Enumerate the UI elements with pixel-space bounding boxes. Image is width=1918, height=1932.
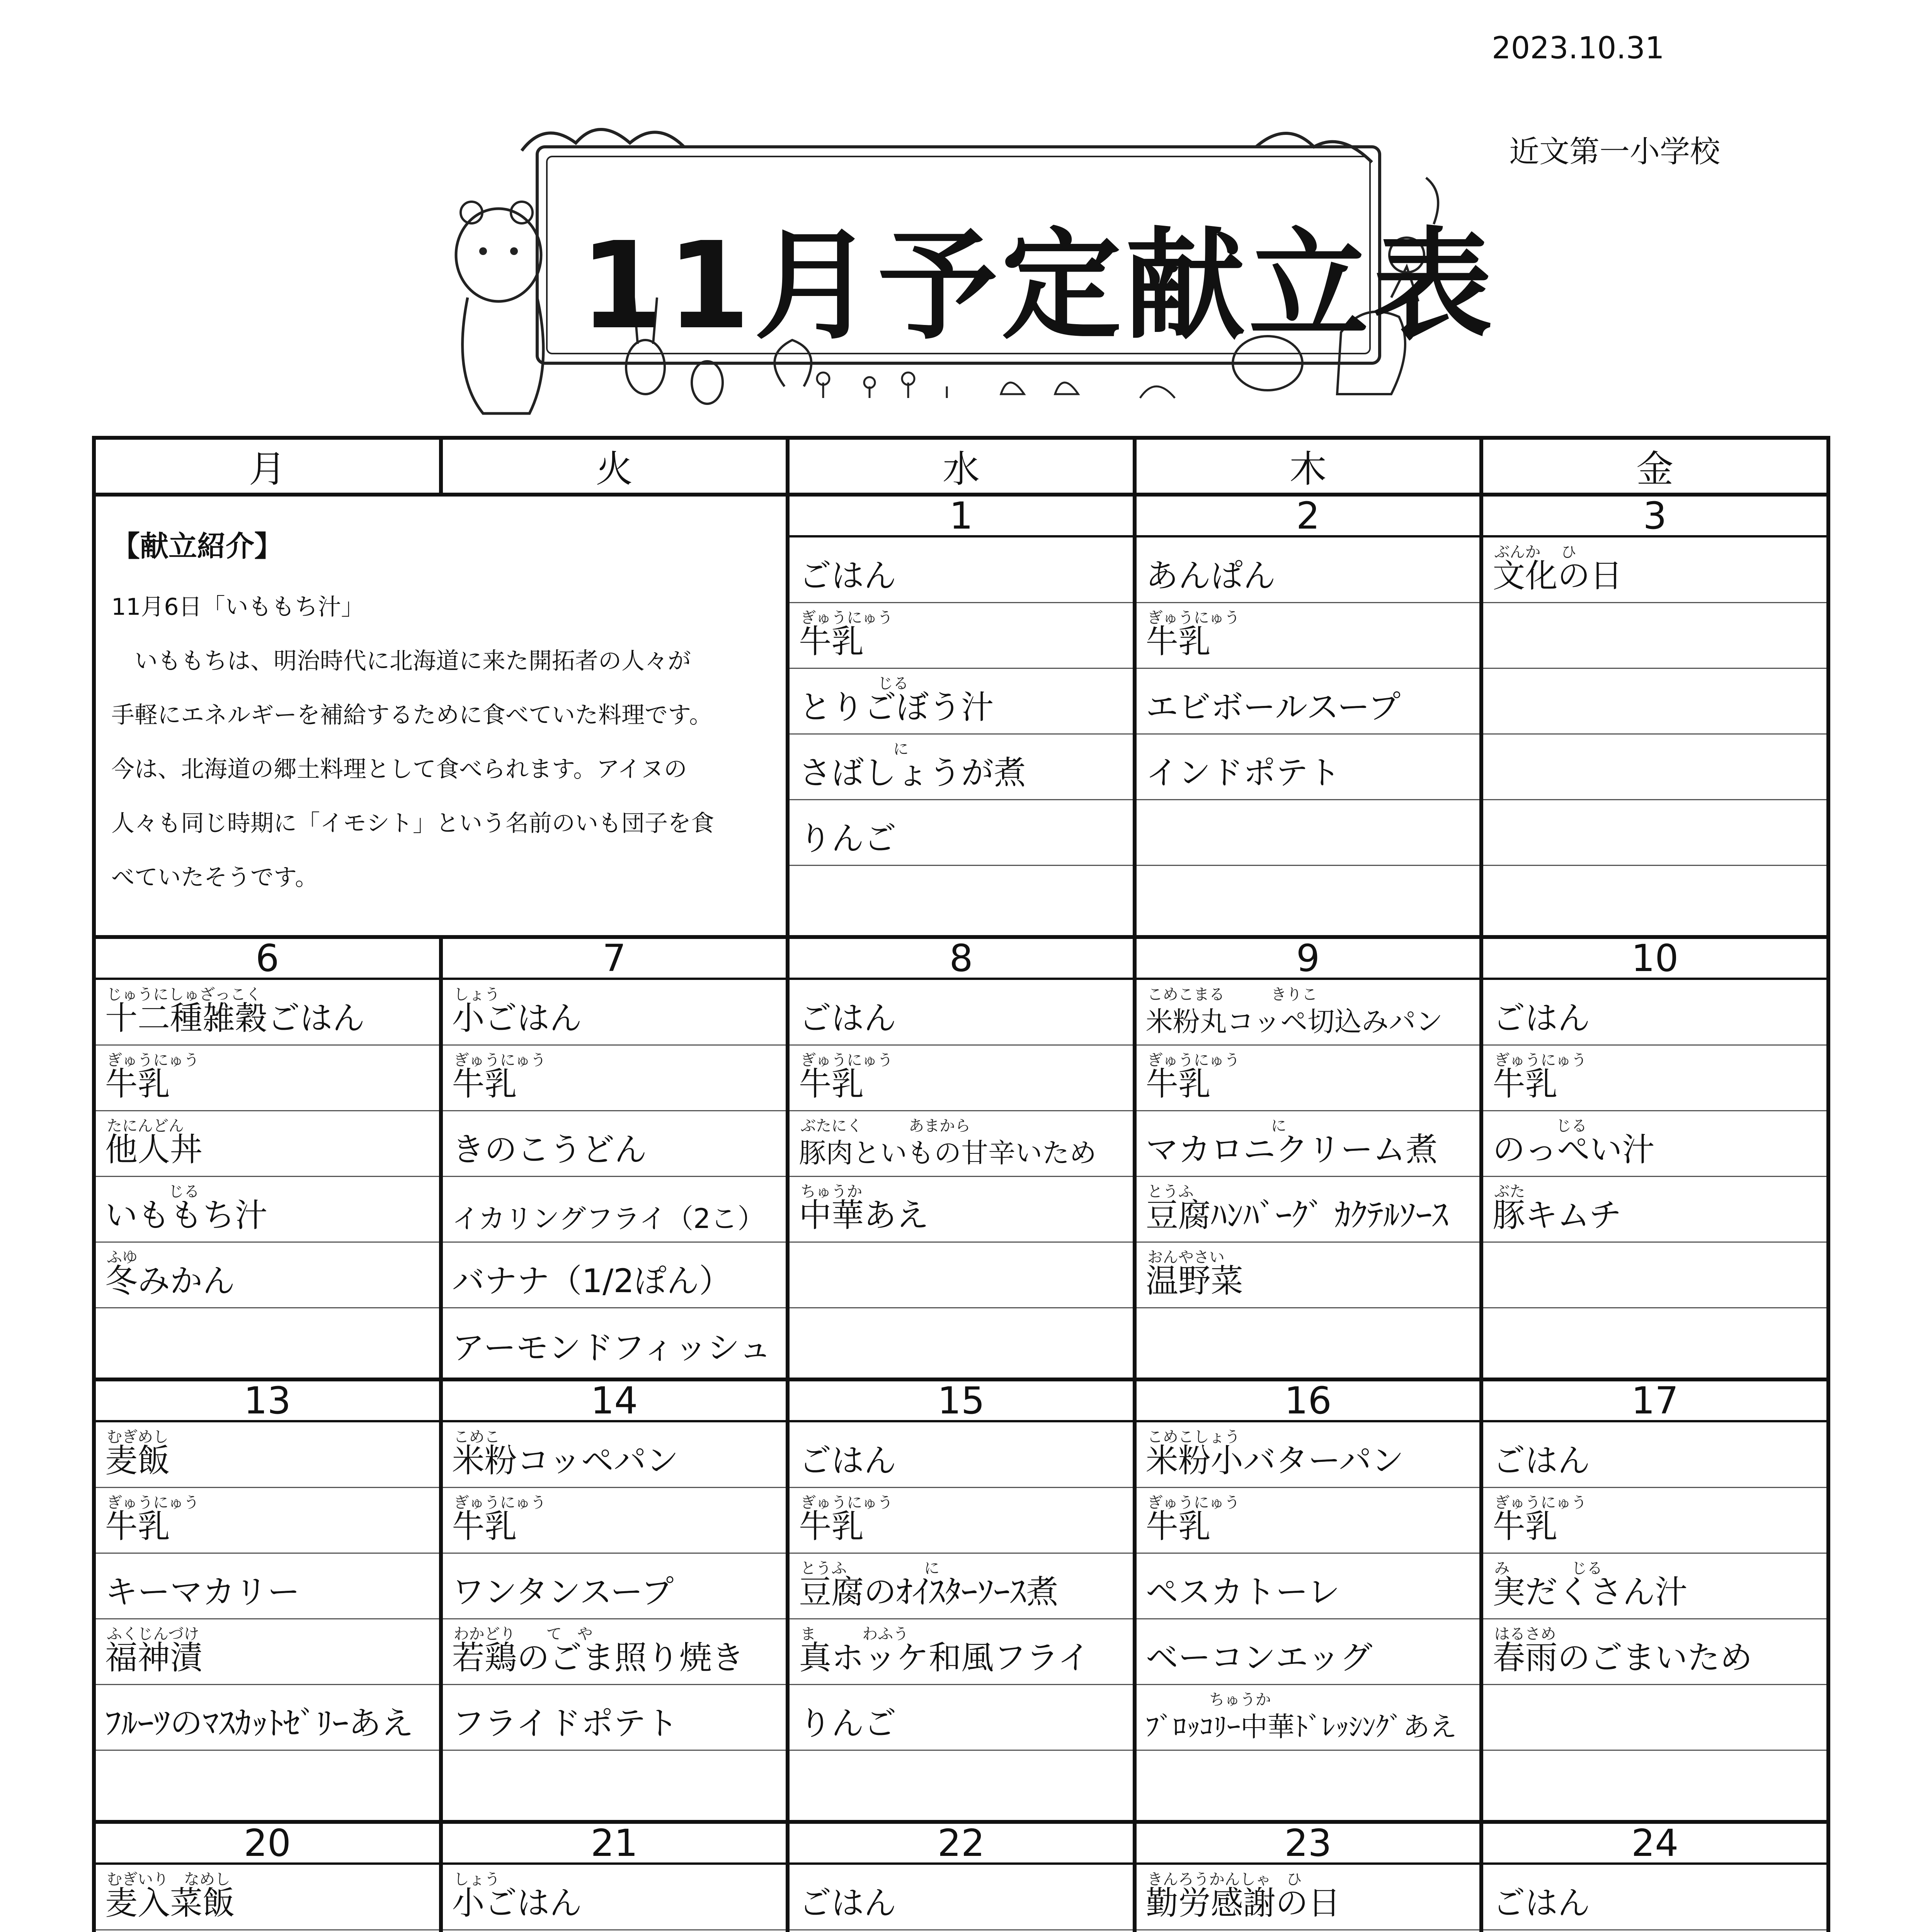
menu-item-text: きのこうどん	[452, 1131, 647, 1168]
furigana: むぎめし	[107, 1428, 168, 1446]
day-number: 22	[790, 1824, 1133, 1865]
menu-item	[1483, 980, 1826, 1046]
menu-item	[790, 1619, 1133, 1685]
furigana: ぎゅうにゅう	[1494, 1051, 1587, 1069]
menu-item-text: イカリングフライ（2こ）	[452, 1203, 765, 1235]
menu-item-text: ごはん	[799, 1884, 897, 1922]
menu-item	[1483, 1422, 1826, 1488]
furigana: に	[1147, 1117, 1287, 1135]
menu-item-text: 十二種雑穀ごはん	[105, 999, 365, 1037]
day-cell	[94, 1379, 441, 1822]
furigana: ぎゅうにゅう	[800, 1494, 893, 1512]
menu-item	[790, 980, 1133, 1046]
day-cell	[1481, 1822, 1828, 1932]
menu-item	[1137, 1930, 1480, 1932]
menu-item	[790, 1554, 1133, 1619]
menu-item	[790, 1685, 1133, 1751]
menu-item-text: ﾌﾙｰﾂのﾏｽｶｯﾄｾﾞﾘｰあえ	[105, 1704, 414, 1742]
menu-item-text: 牛乳	[452, 1065, 517, 1103]
day-cell	[1135, 1379, 1482, 1822]
day-cell	[94, 1822, 441, 1932]
menu-item	[790, 1243, 1133, 1308]
day-content	[443, 939, 786, 1378]
menu-item-text: ごはん	[799, 999, 897, 1037]
menu-item	[790, 735, 1133, 800]
menu-item-text: 実だくさん汁	[1493, 1573, 1688, 1611]
furigana: とうふ に	[800, 1560, 940, 1577]
menu-item-text: 冬みかん	[105, 1262, 235, 1300]
menu-item-text: 牛乳	[1145, 1507, 1211, 1545]
menu-item	[443, 1685, 786, 1751]
menu-item-text: エビボールスープ	[1145, 688, 1401, 726]
menu-item-text: 牛乳	[1145, 1065, 1211, 1103]
menu-item-text: バナナ（1/2ぽん）	[452, 1262, 732, 1300]
menu-item	[96, 1177, 439, 1243]
menu-calendar-table	[92, 436, 1830, 1932]
menu-item	[1137, 800, 1480, 866]
menu-item	[790, 1177, 1133, 1243]
menu-item-text: ごはん	[799, 1442, 897, 1480]
furigana: ぎゅうにゅう	[453, 1051, 546, 1069]
menu-item-text: キーマカリー	[105, 1573, 300, 1611]
menu-item-text: りんご	[799, 820, 897, 857]
menu-item-text: ペスカトーレ	[1145, 1573, 1340, 1611]
menu-item	[1483, 1619, 1826, 1685]
furigana: おんやさい	[1147, 1248, 1225, 1266]
day-content	[1137, 1821, 1480, 1932]
day-number: 10	[1483, 939, 1826, 980]
day-number: 16	[1137, 1381, 1480, 1422]
weekday-wed: 水	[788, 438, 1135, 495]
menu-item-text: 温野菜	[1145, 1262, 1243, 1300]
menu-item	[1483, 537, 1826, 603]
menu-item	[443, 1177, 786, 1243]
day-content	[443, 1821, 786, 1932]
furigana: じる	[1494, 1117, 1587, 1135]
weekday-header-row	[94, 438, 1828, 495]
menu-body	[94, 495, 1828, 1932]
day-cell	[94, 937, 441, 1379]
menu-item-text: のっぺい汁	[1493, 1131, 1655, 1168]
day-content	[790, 494, 1133, 935]
day-number: 14	[443, 1381, 786, 1422]
day-number: 9	[1137, 939, 1480, 980]
menu-item-text: 牛乳	[1493, 1507, 1558, 1545]
day-cell	[441, 1822, 788, 1932]
menu-item	[443, 1751, 786, 1816]
day-content	[790, 1821, 1133, 1932]
menu-item	[1137, 1308, 1480, 1374]
menu-item-text: 牛乳	[105, 1507, 170, 1545]
menu-item	[96, 1685, 439, 1751]
menu-item-text: ごはん	[1493, 1442, 1590, 1480]
day-content	[1137, 494, 1480, 935]
menu-item-text: ごはん	[1493, 1884, 1590, 1922]
day-number: 6	[96, 939, 439, 980]
issue-date: 2023.10.31	[1492, 31, 1664, 66]
menu-item	[790, 603, 1133, 669]
furigana: じる	[107, 1183, 199, 1201]
furigana: こめこ	[453, 1428, 500, 1446]
menu-item	[443, 1930, 786, 1932]
day-content	[96, 1821, 439, 1932]
menu-item	[96, 1488, 439, 1554]
day-cell	[788, 1379, 1135, 1822]
menu-item	[1137, 603, 1480, 669]
menu-item-text: 中華あえ	[799, 1196, 929, 1234]
furigana: はるさめ	[1494, 1625, 1556, 1643]
menu-item	[96, 1111, 439, 1177]
menu-item-text: 麦飯	[105, 1442, 170, 1480]
menu-item-text: ごはん	[1493, 999, 1590, 1037]
menu-item	[1483, 1865, 1826, 1930]
menu-item-text: ワンタンスープ	[452, 1573, 674, 1611]
furigana: ぎゅうにゅう	[107, 1494, 199, 1512]
week-row	[94, 937, 1828, 1379]
furigana: ぎゅうにゅう	[800, 609, 893, 627]
menu-item	[1483, 1488, 1826, 1554]
menu-item	[96, 980, 439, 1046]
menu-item	[790, 1930, 1133, 1932]
menu-item-text: インドポテト	[1145, 754, 1341, 792]
menu-item-text: 豆腐ﾊﾝﾊﾞｰｸﾞ ｶｸﾃﾙｿｰｽ	[1145, 1196, 1448, 1234]
day-content	[96, 939, 439, 1378]
day-number: 15	[790, 1381, 1133, 1422]
furigana: ぶた	[1494, 1183, 1525, 1201]
furigana: ぶんか ひ	[1494, 543, 1577, 561]
day-cell	[1481, 937, 1828, 1379]
menu-item-text: 牛乳	[799, 622, 864, 660]
menu-item	[1137, 735, 1480, 800]
menu-item	[443, 1554, 786, 1619]
menu-item	[1483, 1308, 1826, 1374]
menu-item-text: 勤労感謝の日	[1145, 1884, 1341, 1922]
day-content	[1483, 939, 1826, 1378]
menu-item	[790, 1865, 1133, 1930]
intro-line: 人々も同じ時期に「イモシト」という名前のいも団子を食	[111, 810, 714, 837]
furigana: ま わふう	[800, 1625, 909, 1643]
menu-item-text: 真ホッケ和風フライ	[799, 1639, 1090, 1677]
day-cell	[1135, 495, 1482, 937]
furigana: じる	[800, 675, 909, 692]
menu-item	[443, 1865, 786, 1930]
menu-item	[96, 1422, 439, 1488]
menu-item-text: アーモンドフィッシュ	[452, 1329, 772, 1367]
day-number: 17	[1483, 1381, 1826, 1422]
day-number: 23	[1137, 1824, 1480, 1865]
day-content	[96, 1381, 439, 1820]
menu-item	[443, 1619, 786, 1685]
menu-item	[790, 1488, 1133, 1554]
menu-item	[96, 1046, 439, 1111]
menu-item	[443, 1243, 786, 1308]
menu-item-text: マカロニクリーム煮	[1145, 1131, 1438, 1168]
day-cell	[441, 1379, 788, 1822]
menu-item-text: いももち汁	[105, 1196, 268, 1234]
menu-item	[1137, 1865, 1480, 1930]
menu-item-text: 牛乳	[799, 1507, 864, 1545]
menu-item	[1137, 1111, 1480, 1177]
menu-item	[1483, 1046, 1826, 1111]
menu-item-text: 豚肉といもの甘辛いため	[799, 1137, 1097, 1169]
menu-item-text: ベーコンエッグ	[1145, 1639, 1373, 1677]
day-cell	[1481, 1379, 1828, 1822]
furigana: ちゅうか	[1147, 1691, 1271, 1709]
menu-item	[1137, 1422, 1480, 1488]
menu-item-text: 豆腐のｵｲｽﾀｰｿｰｽ煮	[799, 1573, 1059, 1611]
menu-item	[1483, 800, 1826, 866]
menu-item	[1137, 1046, 1480, 1111]
menu-item	[96, 1751, 439, 1816]
day-content	[790, 939, 1133, 1378]
menu-item	[443, 980, 786, 1046]
day-number: 8	[790, 939, 1133, 980]
menu-item	[96, 1308, 439, 1374]
menu-item	[1483, 1111, 1826, 1177]
menu-item-text: 春雨のごまいため	[1493, 1639, 1753, 1677]
day-number: 1	[790, 497, 1133, 537]
day-cell	[1481, 495, 1828, 937]
day-cell	[788, 495, 1135, 937]
day-number: 13	[96, 1381, 439, 1422]
week-row	[94, 1822, 1828, 1932]
day-number: 7	[443, 939, 786, 980]
menu-item-text: 牛乳	[1493, 1065, 1558, 1103]
menu-item	[1483, 1243, 1826, 1308]
menu-item	[443, 1308, 786, 1374]
school-name: 近文第一小学校	[1509, 134, 1721, 169]
menu-item-text: とりごぼう汁	[799, 688, 994, 726]
menu-item	[1137, 1177, 1480, 1243]
menu-item-text: 麦入菜飯	[105, 1884, 235, 1922]
day-content	[1483, 1821, 1826, 1932]
menu-item-text: 小ごはん	[452, 1884, 582, 1922]
day-number: 21	[443, 1824, 786, 1865]
furigana: たにんどん	[107, 1117, 184, 1135]
furigana: ぎゅうにゅう	[1147, 609, 1240, 627]
furigana: ぎゅうにゅう	[1147, 1051, 1240, 1069]
menu-item	[1483, 1177, 1826, 1243]
day-cell	[1135, 937, 1482, 1379]
day-cell	[441, 937, 788, 1379]
menu-item	[1483, 669, 1826, 735]
menu-item-text: りんご	[799, 1704, 897, 1742]
menu-item	[443, 1422, 786, 1488]
week-row	[94, 1379, 1828, 1822]
menu-item-text: 若鶏のごま照り焼き	[452, 1639, 744, 1677]
menu-item	[790, 1751, 1133, 1816]
menu-item-text: さばしょうが煮	[799, 754, 1026, 792]
menu-item	[1137, 1488, 1480, 1554]
page-title: 11月予定献立表	[580, 216, 1496, 356]
menu-item	[1483, 735, 1826, 800]
menu-item	[1483, 1930, 1826, 1932]
menu-item-text: 牛乳	[799, 1065, 864, 1103]
menu-item	[790, 537, 1133, 603]
intro-line: 今は、北海道の郷土料理として食べられます。アイヌの	[111, 756, 687, 783]
menu-item-text: 文化の日	[1493, 557, 1623, 595]
menu-item-text: 米粉コッペパン	[452, 1442, 679, 1480]
furigana: ぎゅうにゅう	[1494, 1494, 1587, 1512]
intro-line: 手軽にエネルギーを補給するために食べていた料理です。	[111, 702, 713, 729]
menu-item	[790, 1308, 1133, 1374]
day-cell	[788, 937, 1135, 1379]
menu-item	[1483, 1554, 1826, 1619]
menu-item	[1483, 1751, 1826, 1816]
menu-item	[96, 1619, 439, 1685]
furigana: ちゅうか	[800, 1183, 863, 1201]
menu-item	[96, 1243, 439, 1308]
menu-item	[790, 866, 1133, 932]
day-content	[443, 1381, 786, 1820]
menu-item-text: ごはん	[799, 557, 897, 595]
menu-item	[1137, 866, 1480, 932]
furigana: ぶたにく あまから	[800, 1117, 971, 1135]
menu-item-text: 牛乳	[105, 1065, 170, 1103]
furigana: ぎゅうにゅう	[453, 1494, 546, 1512]
furigana: ぎゅうにゅう	[107, 1051, 199, 1069]
furigana: ふくじんづけ	[107, 1625, 199, 1643]
menu-item-text: 牛乳	[452, 1507, 517, 1545]
menu-item-text: 小ごはん	[452, 999, 582, 1037]
menu-item	[443, 1488, 786, 1554]
menu-item	[1137, 1685, 1480, 1751]
furigana: じゅうにしゅざっこく	[107, 986, 261, 1003]
weekday-thu: 木	[1135, 438, 1482, 495]
intro-line: 11月6日「いももち汁」	[111, 594, 364, 621]
day-number: 3	[1483, 497, 1826, 537]
furigana: こめこしょう	[1147, 1428, 1240, 1446]
intro-line: いももちは、明治時代に北海道に来た開拓者の人々が	[111, 648, 691, 675]
menu-item	[96, 1554, 439, 1619]
day-content	[1137, 939, 1480, 1378]
day-content	[1483, 494, 1826, 935]
day-number: 2	[1137, 497, 1480, 537]
menu-item	[96, 1865, 439, 1930]
menu-item	[1137, 1619, 1480, 1685]
weekday-tue: 火	[441, 438, 788, 495]
week-row	[94, 495, 1828, 937]
menu-item	[790, 669, 1133, 735]
furigana: しょう	[453, 1871, 500, 1888]
menu-item	[1137, 980, 1480, 1046]
menu-item	[443, 1111, 786, 1177]
day-number: 24	[1483, 1824, 1826, 1865]
menu-item	[443, 1046, 786, 1111]
day-content	[1483, 1381, 1826, 1820]
menu-item-text: フライドポテト	[452, 1704, 679, 1742]
menu-item	[1137, 1751, 1480, 1816]
furigana: きんろうかんしゃ ひ	[1147, 1871, 1302, 1888]
menu-item-text: 豚キムチ	[1493, 1196, 1622, 1234]
weekday-mon: 月	[94, 438, 441, 495]
menu-item-text: 米粉小バターパン	[1145, 1442, 1404, 1480]
furigana: ふゆ	[107, 1248, 138, 1266]
furigana: こめこまる きりこ	[1147, 986, 1317, 1003]
day-cell	[1135, 1822, 1482, 1932]
furigana: とうふ	[1147, 1183, 1194, 1201]
menu-item-text: 牛乳	[1145, 622, 1211, 660]
menu-item	[1137, 1243, 1480, 1308]
furigana: しょう	[453, 986, 500, 1003]
day-content	[790, 1381, 1133, 1820]
day-number: 20	[96, 1824, 439, 1865]
furigana: ぎゅうにゅう	[800, 1051, 893, 1069]
furigana: み じる	[1494, 1560, 1603, 1577]
menu-item	[790, 800, 1133, 866]
menu-item	[1137, 669, 1480, 735]
weekday-fri: 金	[1481, 438, 1828, 495]
day-content	[1137, 1381, 1480, 1820]
menu-item-text: 福神漬	[105, 1639, 203, 1677]
menu-item	[790, 1111, 1133, 1177]
menu-item-text: 米粉丸コッペ切込みパン	[1145, 1006, 1443, 1037]
intro-line: べていたそうです。	[111, 864, 318, 891]
furigana: ぎゅうにゅう	[1147, 1494, 1240, 1512]
menu-item	[1483, 866, 1826, 932]
intro-title: 【献立紹介】	[111, 530, 283, 563]
menu-item	[1137, 537, 1480, 603]
furigana: に	[800, 740, 909, 758]
menu-item	[1483, 603, 1826, 669]
menu-item	[790, 1046, 1133, 1111]
day-cell	[788, 1822, 1135, 1932]
furigana: わかどり て や	[453, 1625, 593, 1643]
menu-item-text: あんぱん	[1145, 557, 1276, 595]
intro-cell	[94, 495, 788, 937]
menu-item	[96, 1930, 439, 1932]
menu-item	[1483, 1685, 1826, 1751]
furigana: むぎいり なめし	[107, 1871, 230, 1888]
menu-item-text: ﾌﾞﾛｯｺﾘｰ中華ﾄﾞﾚｯｼﾝｸﾞあえ	[1145, 1711, 1457, 1743]
menu-item	[790, 1422, 1133, 1488]
menu-item	[1137, 1554, 1480, 1619]
menu-item-text: 他人丼	[105, 1131, 203, 1168]
